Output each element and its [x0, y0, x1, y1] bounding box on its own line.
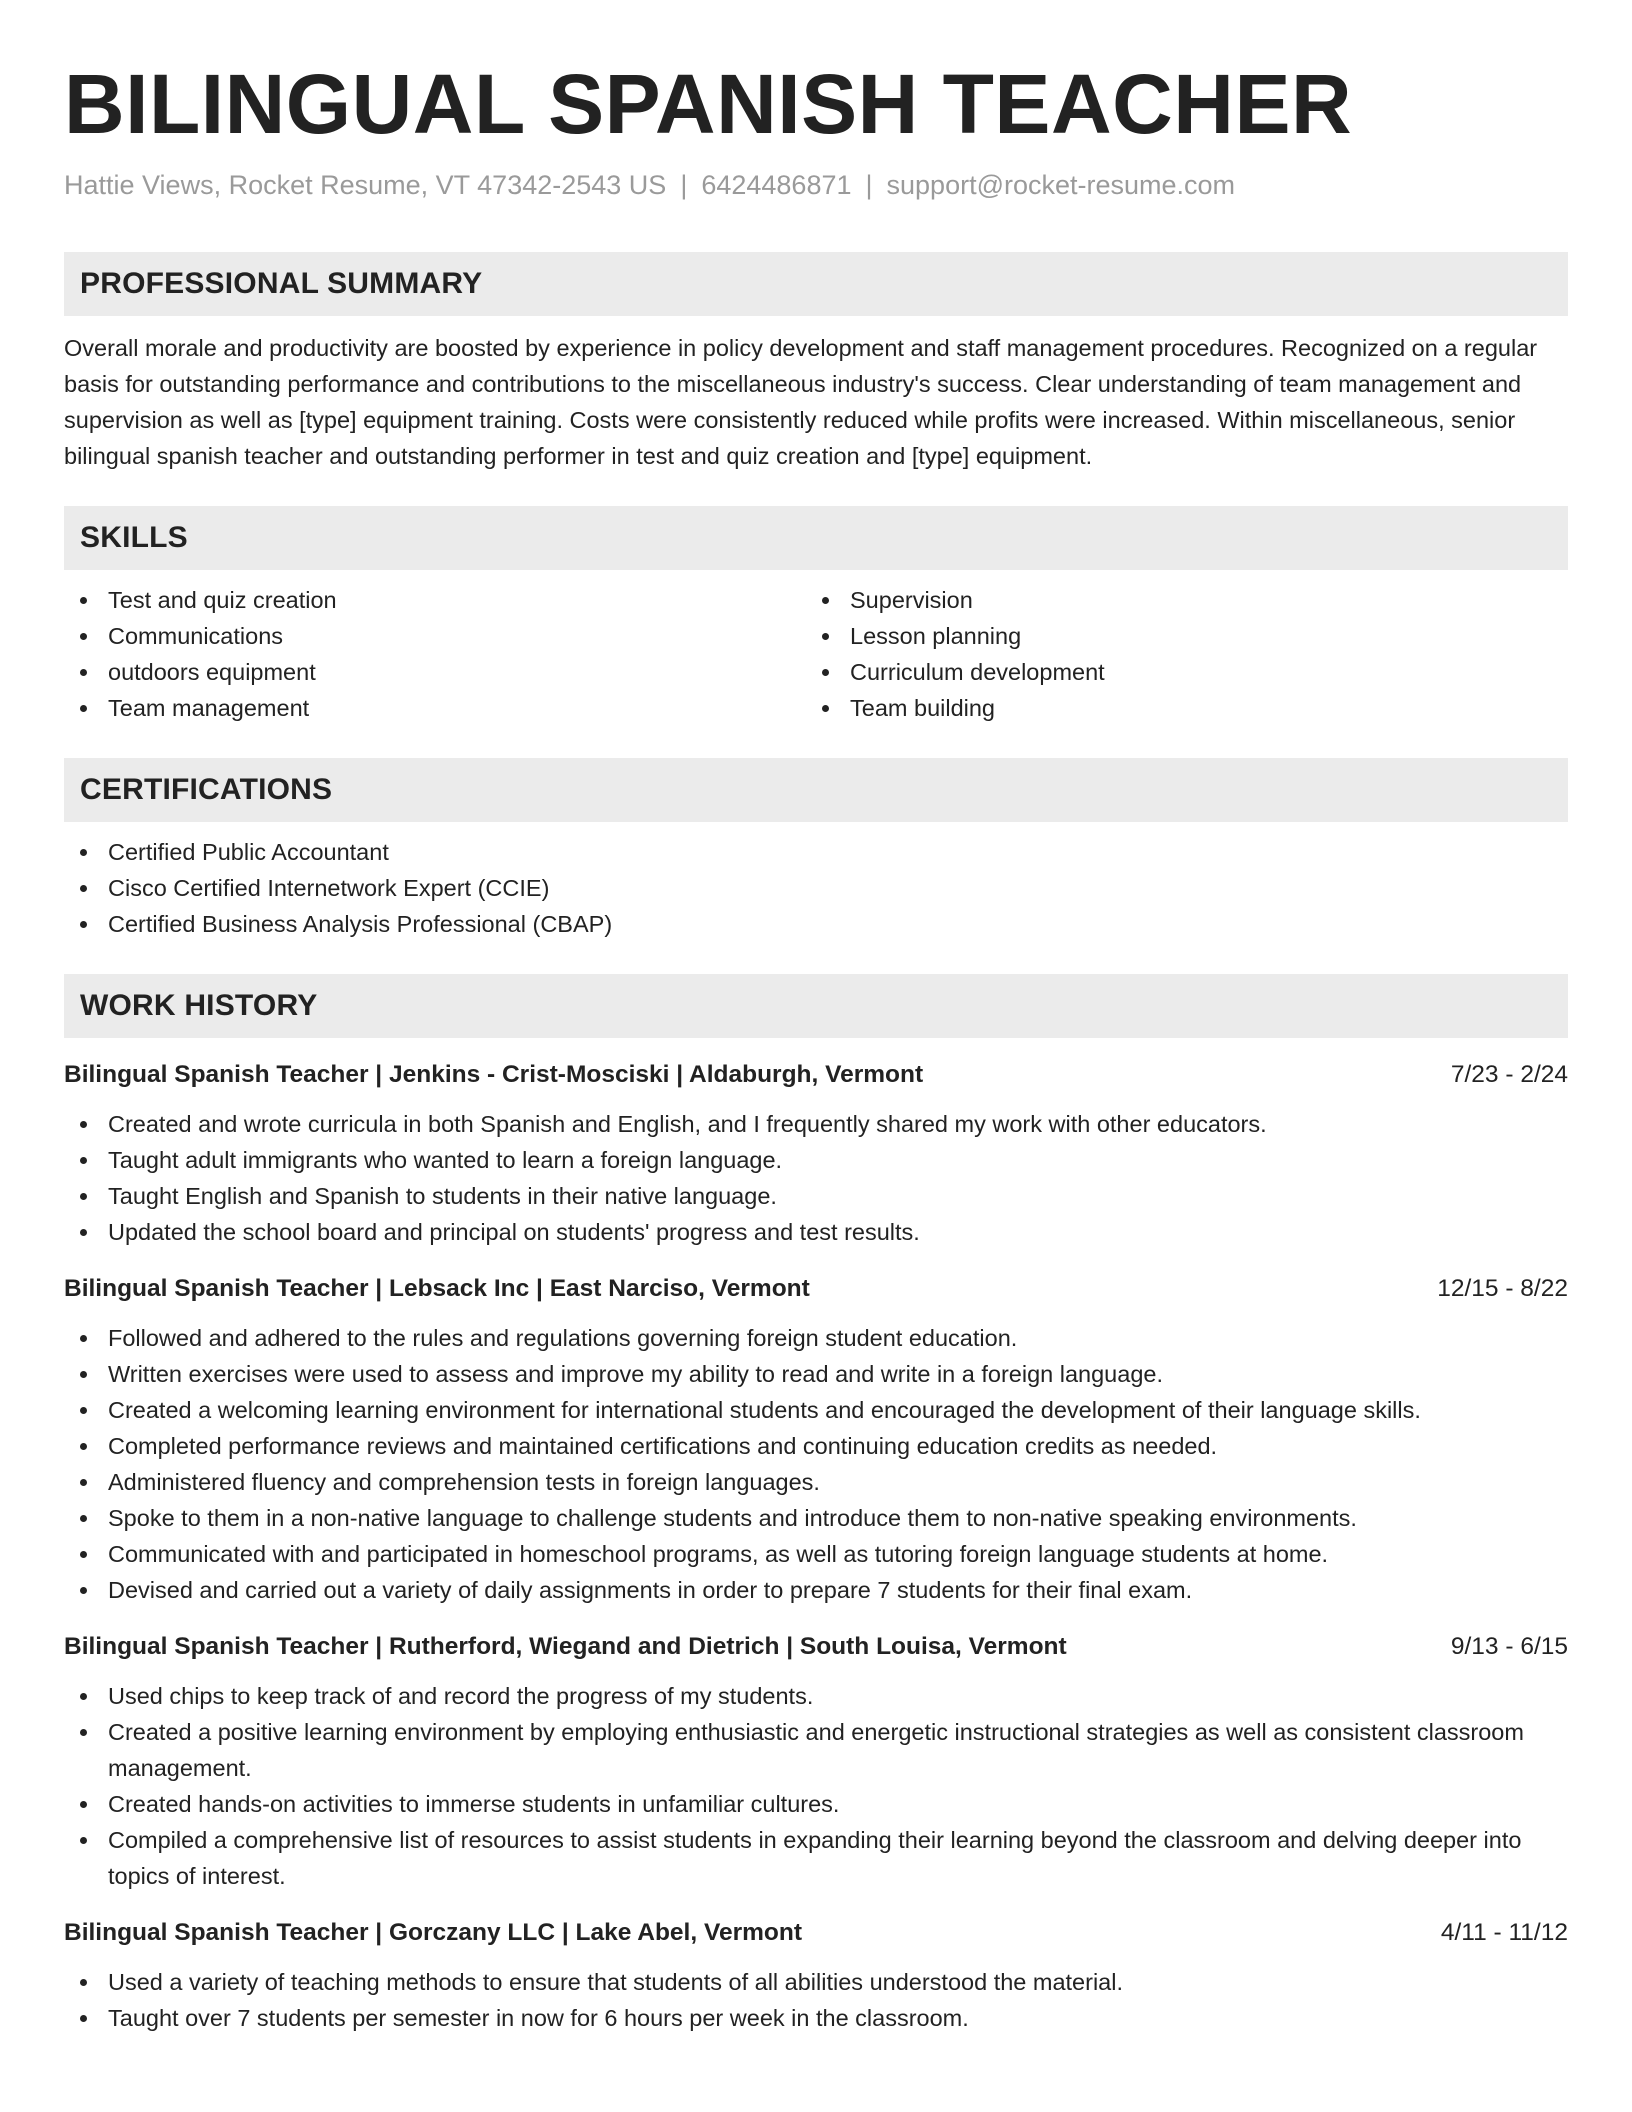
- skill-item: Team building: [806, 690, 1548, 726]
- contact-separator: |: [865, 170, 873, 200]
- skill-item: Test and quiz creation: [64, 582, 806, 618]
- job-header: [64, 1058, 1568, 1092]
- job-bullets: [64, 1964, 1568, 2036]
- summary-text: Overall morale and productivity are boosted by experience in policy development and staff management procedures. Recognized on a regular basis for outstanding performance and contributions to the miscellaneous industry's success. Clear understanding of team management and supervision as well as [type] equipment training. Costs were consistently reduced while profits were increased. Within miscellaneous, senior bilingual spanish teacher and outstanding performer in test and quiz creation and [type] equipment.: [64, 335, 1538, 469]
- job-dates: 7/23 - 2/24: [1450, 1061, 1568, 1088]
- job-bullet: Administered fluency and comprehension tests in foreign languages.: [64, 1464, 1568, 1500]
- skill-item: Supervision: [806, 582, 1548, 618]
- job-bullet: Spoke to them in a non-native language to challenge students and introduce them to non-native speaking environments.: [64, 1500, 1568, 1536]
- job-entry: [64, 1272, 1568, 1608]
- job-bullet: Communicated with and participated in homeschool programs, as well as tutoring foreign language students at home.: [64, 1536, 1568, 1572]
- job-title-company: Bilingual Spanish Teacher | Rutherford, Wiegand and Dietrich | South Louisa, Vermont: [64, 1633, 1067, 1660]
- job-bullet: Completed performance reviews and maintained certifications and continuing education credits as needed.: [64, 1428, 1568, 1464]
- contact-address: Hattie Views, Rocket Resume, VT 47342-2543 US: [64, 170, 667, 200]
- job-bullet: Written exercises were used to assess and improve my ability to read and write in a foreign language.: [64, 1356, 1568, 1392]
- certifications-list: [64, 834, 1568, 942]
- certification-item: Cisco Certified Internetwork Expert (CCIE): [64, 870, 1568, 906]
- certification-item: Certified Public Accountant: [64, 834, 1568, 870]
- contact-email[interactable]: support@rocket-resume.com: [886, 170, 1236, 200]
- skill-item: Team management: [64, 690, 806, 726]
- work-history-list: [64, 1058, 1568, 2036]
- skills-list-left: [64, 582, 806, 726]
- job-bullet: Used chips to keep track of and record the progress of my students.: [64, 1678, 1568, 1714]
- skill-item: Communications: [64, 618, 806, 654]
- job-entry: [64, 1630, 1568, 1894]
- job-bullet: Created hands-on activities to immerse students in unfamiliar cultures.: [64, 1786, 1568, 1822]
- job-header: [64, 1272, 1568, 1306]
- job-title-company: Bilingual Spanish Teacher | Lebsack Inc | East Narciso, Vermont: [64, 1275, 810, 1302]
- job-title-company: Bilingual Spanish Teacher | Gorczany LLC | Lake Abel, Vermont: [64, 1919, 802, 1946]
- contact-line: [64, 168, 1568, 202]
- job-bullet: Followed and adhered to the rules and regulations governing foreign student education.: [64, 1320, 1568, 1356]
- section-header-certifications: CERTIFICATIONS: [64, 758, 1568, 822]
- job-bullets: [64, 1678, 1568, 1894]
- job-title-company: Bilingual Spanish Teacher | Jenkins - Crist-Mosciski | Aldaburgh, Vermont: [64, 1061, 924, 1088]
- job-entry: [64, 1916, 1568, 2036]
- contact-separator: |: [680, 170, 688, 200]
- job-bullet: Taught over 7 students per semester in now for 6 hours per week in the classroom.: [64, 2000, 1568, 2036]
- skills-grid: [64, 582, 1568, 726]
- section-header-skills: SKILLS: [64, 506, 1568, 570]
- skill-item: Curriculum development: [806, 654, 1548, 690]
- job-bullet: Taught adult immigrants who wanted to learn a foreign language.: [64, 1142, 1568, 1178]
- skill-item: outdoors equipment: [64, 654, 806, 690]
- job-dates: 9/13 - 6/15: [1450, 1633, 1568, 1660]
- job-bullet: Compiled a comprehensive list of resources to assist students in expanding their learning beyond the classroom and delving deeper into topics of interest.: [64, 1822, 1568, 1894]
- job-bullet: Created a welcoming learning environment for international students and encouraged the development of their language skills.: [64, 1392, 1568, 1428]
- section-header-work-history: WORK HISTORY: [64, 974, 1568, 1038]
- job-bullet: Taught English and Spanish to students in their native language.: [64, 1178, 1568, 1214]
- job-bullet: Updated the school board and principal on students' progress and test results.: [64, 1214, 1568, 1250]
- job-header: [64, 1630, 1568, 1664]
- job-entry: [64, 1058, 1568, 1250]
- job-dates: 12/15 - 8/22: [1437, 1275, 1568, 1302]
- job-bullet: Devised and carried out a variety of daily assignments in order to prepare 7 students for their final exam.: [64, 1572, 1568, 1608]
- section-header-summary: PROFESSIONAL SUMMARY: [64, 252, 1568, 316]
- job-bullet: Created a positive learning environment by employing enthusiastic and energetic instructional strategies as well as consistent classroom management.: [64, 1714, 1568, 1786]
- job-bullet: Created and wrote curricula in both Spanish and English, and I frequently shared my work with other educators.: [64, 1106, 1568, 1142]
- job-header: [64, 1916, 1568, 1950]
- job-bullets: [64, 1320, 1568, 1608]
- job-dates: 4/11 - 11/12: [1440, 1919, 1568, 1946]
- candidate-title: BILINGUAL SPANISH TEACHER: [64, 57, 1353, 151]
- skill-item: Lesson planning: [806, 618, 1548, 654]
- resume-page: [64, 0, 1568, 2036]
- job-bullet: Used a variety of teaching methods to ensure that students of all abilities understood the material.: [64, 1964, 1568, 2000]
- job-bullets: [64, 1106, 1568, 1250]
- contact-phone: 6424486871: [701, 170, 852, 200]
- certification-item: Certified Business Analysis Professional (CBAP): [64, 906, 1568, 942]
- skills-list-right: [806, 582, 1548, 726]
